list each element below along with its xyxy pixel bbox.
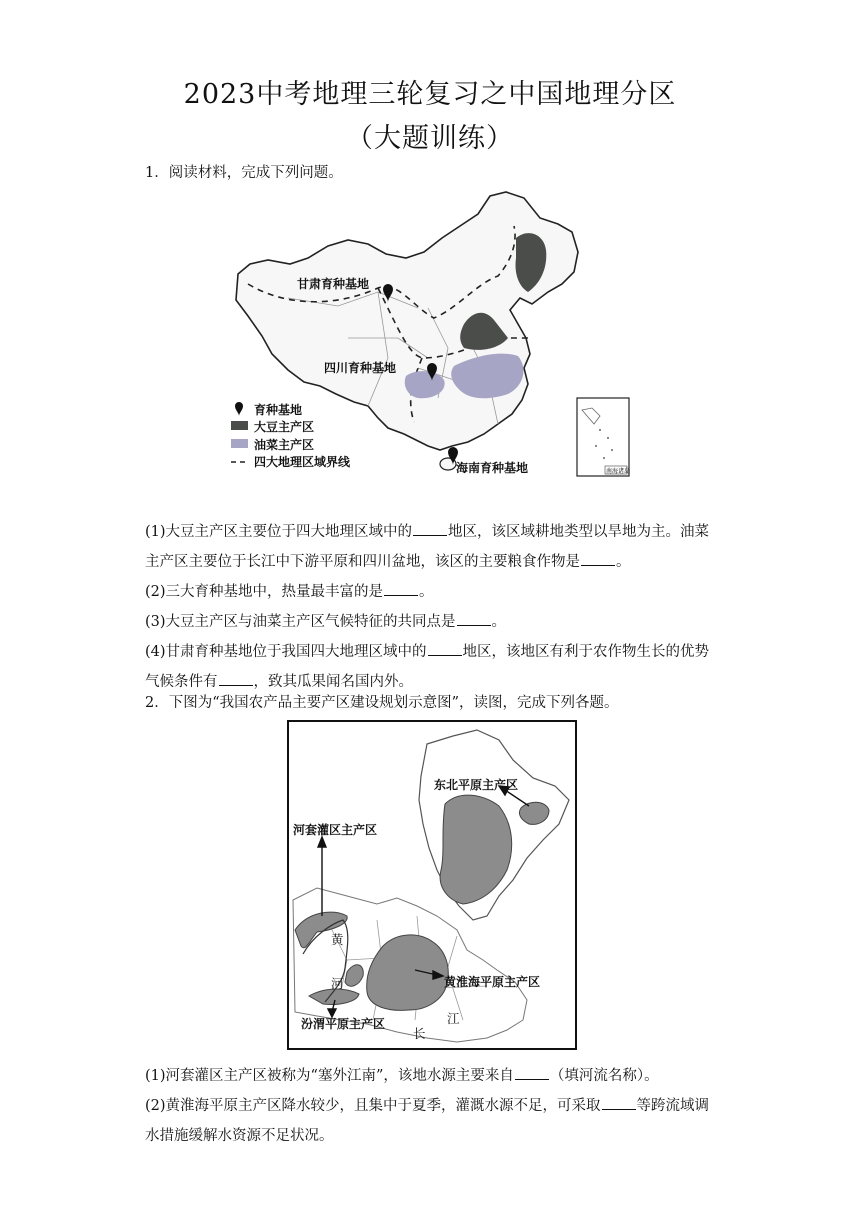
answer-blank[interactable] [428,641,462,656]
q1-part-2: (2)三大育种基地中，热量最丰富的是 。 [145,577,725,607]
hainan-base-label: 海南育种基地 [456,461,529,475]
rapeseed-swatch [231,439,248,448]
agricultural-production-map [287,720,577,1050]
china-map-breeding-bases [228,188,633,480]
q1-part-3: (3)大豆主产区与油菜主产区气候特征的共同点是 。 [145,607,725,637]
northeast-plain-label: 东北平原主产区 [434,778,519,792]
fenwei-label: 汾渭平原主产区 [301,1017,386,1031]
q1-part-4: (4)甘肃育种基地位于我国四大地理区域中的 地区，该地区有利于农作物生长的优势 [145,637,725,667]
question-1-parts [145,517,725,697]
answer-blank[interactable] [457,611,491,626]
inset-label: 南海诸岛 [606,468,631,475]
huanghuaihai-label: 黄淮海平原主产区 [444,975,541,989]
q2-part-1: (1)河套灌区主产区被称为“塞外江南”，该地水源主要来自 （填河流名称）。 [145,1061,725,1091]
q1-part-4-cont: 气候条件有 ，致其瓜果闻名国内外。 [145,667,725,697]
sichuan-base-label: 四川育种基地 [324,361,397,375]
page-subtitle: （大题训练） [346,123,514,154]
answer-blank[interactable] [515,1065,549,1080]
page-title: 2023中考地理三轮复习之中国地理分区 [183,79,677,110]
answer-blank[interactable] [602,1095,636,1110]
soybean-swatch [231,421,248,430]
answer-blank[interactable] [581,551,615,566]
q2-part-2: (2)黄淮海平原主产区降水较少，且集中于夏季，灌溉水源不足，可采取 等跨流域调 [145,1091,725,1121]
answer-blank[interactable] [219,671,253,686]
river-char-chang: 长 [413,1026,426,1041]
pin-legend-icon [235,402,243,416]
q2-part-2-cont: 水措施缓解水资源不足状况。 [145,1128,334,1144]
river-char-he: 河 [331,976,344,991]
q1-part-1: (1)大豆主产区主要位于四大地理区域中的 地区，该区域耕地类型以旱地为主。油菜 [145,517,725,547]
river-char-jiang: 江 [447,1011,460,1026]
question-1-stem: 1．阅读材料，完成下列问题。 [145,165,343,181]
q1-part-1-cont: 主产区主要位于长江中下游平原和四川盆地，该区的主要粮食作物是 。 [145,547,725,577]
legend-item-soybean: 大豆主产区 [254,420,315,434]
legend-item-boundary: 四大地理区域界线 [254,455,351,469]
gansu-base-label: 甘肃育种基地 [297,277,370,291]
river-char-huang: 黄 [331,932,344,947]
legend-item-breeding: 育种基地 [254,403,303,417]
answer-blank[interactable] [413,521,447,536]
question-2-stem: 2．下图为“我国农产品主要产区建设规划示意图”，读图，完成下列各题。 [145,695,619,711]
hetao-label: 河套灌区主产区 [293,823,378,837]
answer-blank[interactable] [384,581,418,596]
question-2-parts [145,1061,725,1151]
legend-item-rapeseed: 油菜主产区 [254,438,315,452]
